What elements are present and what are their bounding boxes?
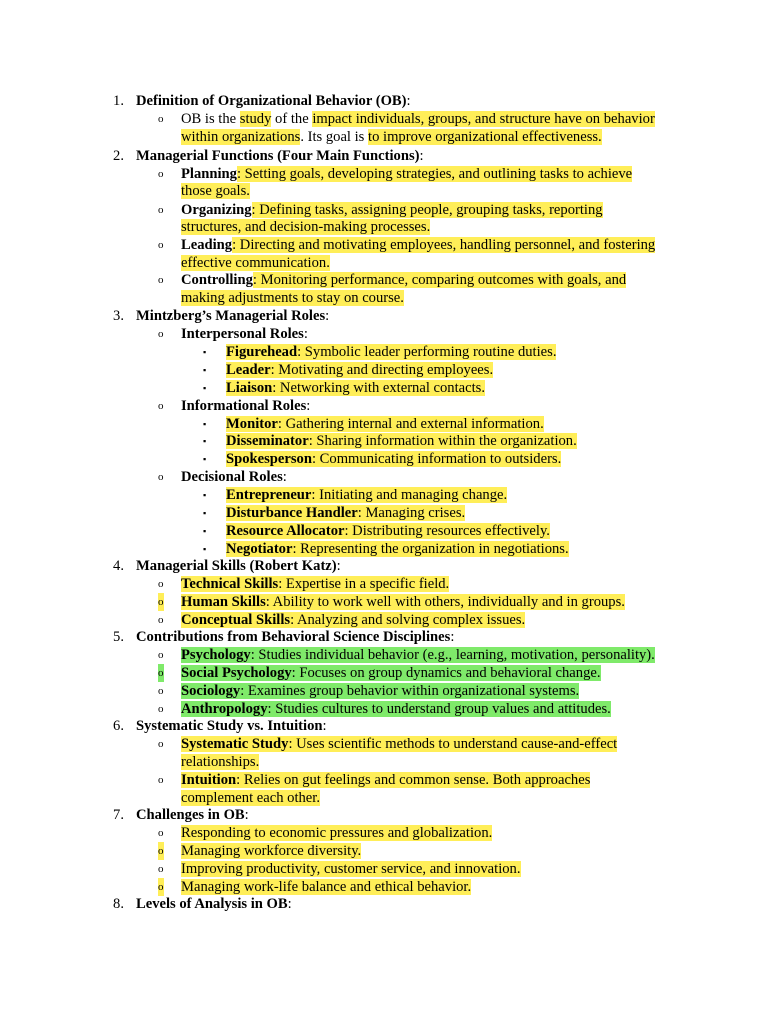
list-item-text: Leader: Motivating and directing employees. xyxy=(226,362,494,378)
list-item-text: Disseminator: Sharing information within the organization. xyxy=(226,433,577,449)
list-item-text: Social Psychology: Focuses on group dynamics and behavioral change. xyxy=(181,665,601,681)
section-heading: Mintzberg’s Managerial Roles: xyxy=(136,308,330,324)
bullet-circle: o xyxy=(158,168,164,180)
list-item-text: Monitor: Gathering internal and external information. xyxy=(226,416,544,432)
bullet-square: ▪ xyxy=(203,526,207,536)
subheading: Informational Roles: xyxy=(181,398,311,414)
list-item-text: Intuition: Relies on gut feelings and common sense. Both approaches xyxy=(181,772,591,788)
bullet-square: ▪ xyxy=(203,508,207,518)
bullet-square: ▪ xyxy=(203,347,207,357)
section-number: 4. xyxy=(113,558,124,574)
bullet-circle: o xyxy=(158,649,164,661)
bullet-square: ▪ xyxy=(203,419,207,429)
section-heading: Systematic Study vs. Intuition: xyxy=(136,718,327,734)
section-heading: Managerial Functions (Four Main Functions): xyxy=(136,148,424,164)
list-item-text: Figurehead: Symbolic leader performing routine duties. xyxy=(226,344,557,360)
section-number: 5. xyxy=(113,629,124,645)
bullet-circle: o xyxy=(158,204,164,216)
bullet-circle: o xyxy=(158,328,164,340)
bullet-square: ▪ xyxy=(203,490,207,500)
subheading: Interpersonal Roles: xyxy=(181,326,308,342)
bullet-circle: o xyxy=(158,113,164,125)
bullet-square: ▪ xyxy=(203,365,207,375)
section-number: 6. xyxy=(113,718,124,734)
list-item-text: Resource Allocator: Distributing resources effectively. xyxy=(226,523,550,539)
section-number: 3. xyxy=(113,308,124,324)
list-item-text: Managing workforce diversity. xyxy=(181,843,362,859)
section-number: 7. xyxy=(113,807,124,823)
bullet-circle: o xyxy=(158,471,164,483)
list-item-text: effective communication. xyxy=(181,255,330,271)
list-item-text: making adjustments to stay on course. xyxy=(181,290,404,306)
bullet-circle: o xyxy=(158,774,164,786)
bullet-square: ▪ xyxy=(203,544,207,554)
list-item-text: Anthropology: Studies cultures to understand group values and attitudes. xyxy=(181,701,611,717)
bullet-circle: o xyxy=(158,239,164,251)
bullet-circle: o xyxy=(158,274,164,286)
section-number: 2. xyxy=(113,148,124,164)
bullet-circle: o xyxy=(158,878,164,896)
section-heading: Managerial Skills (Robert Katz): xyxy=(136,558,341,574)
bullet-circle: o xyxy=(158,400,164,412)
list-item-text: Improving productivity, customer service, and innovation. xyxy=(181,861,521,877)
list-item-text: Spokesperson: Communicating information to outsiders. xyxy=(226,451,562,467)
bullet-circle: o xyxy=(158,827,164,839)
list-item-text: OB is the study of the impact individuals, groups, and structure have on behavior xyxy=(181,111,655,127)
list-item-text: Entrepreneur: Initiating and managing change. xyxy=(226,487,508,503)
bullet-circle: o xyxy=(158,703,164,715)
list-item-text: Systematic Study: Uses scientific methods to understand cause-and-effect xyxy=(181,736,618,752)
list-item-text: complement each other. xyxy=(181,790,320,806)
bullet-circle: o xyxy=(158,614,164,626)
section-heading: Definition of Organizational Behavior (OB): xyxy=(136,93,411,109)
subheading: Decisional Roles: xyxy=(181,469,287,485)
bullet-circle: o xyxy=(158,578,164,590)
list-item-text: relationships. xyxy=(181,754,260,770)
list-item-text: Human Skills: Ability to work well with others, individually and in groups. xyxy=(181,594,625,610)
bullet-circle: o xyxy=(158,738,164,750)
bullet-circle: o xyxy=(158,863,164,875)
list-item-text: Sociology: Examines group behavior within organizational systems. xyxy=(181,683,580,699)
list-item-text: those goals. xyxy=(181,183,250,199)
list-item-text: Organizing: Defining tasks, assigning people, grouping tasks, reporting xyxy=(181,202,603,218)
list-item-text: Conceptual Skills: Analyzing and solving complex issues. xyxy=(181,612,526,628)
bullet-square: ▪ xyxy=(203,436,207,446)
list-item-text: within organizations. Its goal is to improve organizational effectiveness. xyxy=(181,129,602,145)
section-heading: Contributions from Behavioral Science Disciplines: xyxy=(136,629,455,645)
bullet-circle: o xyxy=(158,685,164,697)
section-number: 8. xyxy=(113,896,124,912)
list-item-text: Psychology: Studies individual behavior (e.g., learning, motivation, personality). xyxy=(181,647,655,663)
list-item-text: Leading: Directing and motivating employees, handling personnel, and fostering xyxy=(181,237,656,253)
section-heading: Levels of Analysis in OB: xyxy=(136,896,292,912)
bullet-circle: o xyxy=(158,842,164,860)
list-item-text: Controlling: Monitoring performance, comparing outcomes with goals, and xyxy=(181,272,627,288)
list-item-text: Technical Skills: Expertise in a specific field. xyxy=(181,576,450,592)
bullet-square: ▪ xyxy=(203,383,207,393)
bullet-circle: o xyxy=(158,593,164,611)
list-item-text: Disturbance Handler: Managing crises. xyxy=(226,505,466,521)
bullet-square: ▪ xyxy=(203,454,207,464)
list-item-text: Managing work-life balance and ethical behavior. xyxy=(181,879,472,895)
bullet-circle: o xyxy=(158,664,164,682)
list-item-text: Planning: Setting goals, developing strategies, and outlining tasks to achieve xyxy=(181,166,633,182)
list-item-text: Negotiator: Representing the organization in negotiations. xyxy=(226,541,569,557)
list-item-text: structures, and decision-making processes. xyxy=(181,219,431,235)
list-item-text: Responding to economic pressures and globalization. xyxy=(181,825,493,841)
section-number: 1. xyxy=(113,93,124,109)
section-heading: Challenges in OB: xyxy=(136,807,249,823)
list-item-text: Liaison: Networking with external contacts. xyxy=(226,380,485,396)
